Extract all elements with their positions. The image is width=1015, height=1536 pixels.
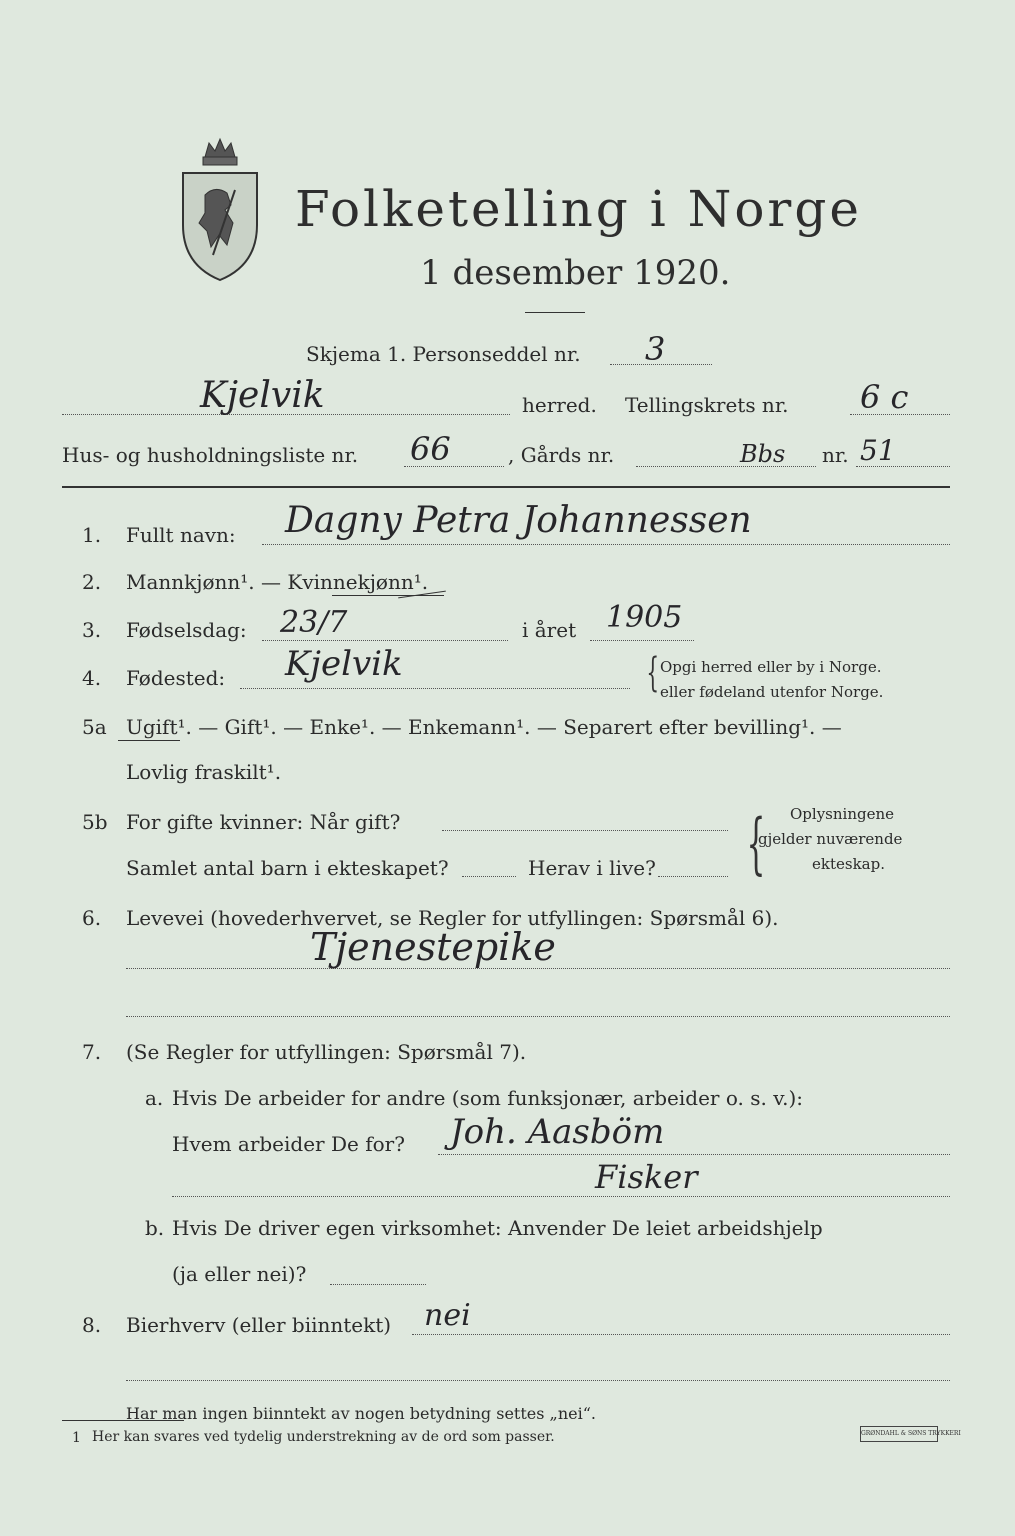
form-title: Folketelling i Norge [295, 180, 862, 238]
children-alive-label: Herav i live? [528, 856, 656, 880]
bruks-label: nr. [822, 443, 849, 467]
gards-label: , Gårds nr. [508, 443, 615, 467]
employer-value: Joh. Aasböm [450, 1112, 665, 1152]
marriage-note-2: gjelder nuværende [758, 830, 903, 848]
header-divider [62, 486, 950, 488]
q4-number: 4. [82, 666, 102, 690]
tellingskrets-value: 6 c [860, 378, 909, 416]
occupation-value: Tjenestepike [310, 925, 556, 969]
no-income-note: Har man ingen biinntekt av nogen betydning settes „nei“. [126, 1404, 596, 1423]
schema-label: Skjema 1. Personseddel nr. [306, 342, 581, 366]
birthplace-note-brace: { [646, 650, 660, 696]
birthplace-note-1: Opgi herred eller by i Norge. [660, 658, 882, 676]
gender-options: Mannkjønn¹. — Kvinnekjønn¹. [126, 570, 429, 594]
birth-year-label: i året [522, 618, 577, 642]
gender-underline [332, 595, 444, 596]
occupation-label: Levevei (hovederhvervet, se Regler for utfyllingen: Spørsmål 6). [126, 906, 779, 930]
side-income-label: Bierhverv (eller biinntekt) [126, 1313, 392, 1337]
title-divider [525, 312, 585, 313]
household-list-value: 66 [410, 430, 451, 468]
q7-number: 7. [82, 1040, 102, 1064]
q6-number: 6. [82, 906, 102, 930]
hired-help-label: (ja eller nei)? [172, 1262, 307, 1286]
municipality-value: Kjelvik [200, 375, 325, 416]
employed-by-others-label: Hvis De arbeider for andre (som funksjonær, arbeider o. s. v.): [172, 1086, 804, 1110]
employment-rules-label: (Se Regler for utfyllingen: Spørsmål 7). [126, 1040, 527, 1064]
birthplace-label: Fødested: [126, 666, 226, 690]
full-name-value: Dagny Petra Johannessen [285, 500, 752, 541]
footnote-divider [62, 1420, 184, 1421]
q3-number: 3. [82, 618, 102, 642]
birthdate-value: 23/7 [280, 605, 348, 640]
tellingskrets-label: Tellingskrets nr. [625, 393, 789, 417]
q5b-number: 5b [82, 810, 108, 834]
bruks-value: 51 [860, 434, 896, 467]
married-when-label: For gifte kvinner: Når gift? [126, 810, 401, 834]
herred-label: herred. [522, 393, 597, 417]
household-list-label: Hus- og husholdningsliste nr. [62, 443, 359, 467]
marital-status-options: Ugift¹. — Gift¹. — Enke¹. — Enkemann¹. — Separert efter bevilling¹. — [126, 715, 842, 739]
birth-year-value: 1905 [606, 600, 683, 635]
marriage-note-brace: { [746, 805, 766, 882]
q1-number: 1. [82, 523, 102, 547]
birthplace-note-2: eller fødeland utenfor Norge. [660, 683, 884, 701]
q7a-number: a. [145, 1086, 164, 1110]
full-name-label: Fullt navn: [126, 523, 236, 547]
marriage-note-1: Oplysningene [790, 805, 895, 823]
q8-number: 8. [82, 1313, 102, 1337]
side-income-value: nei [424, 1298, 471, 1333]
schema-number: 3 [645, 330, 666, 368]
employer-label: Hvem arbeider De for? [172, 1132, 405, 1156]
coat-of-arms-icon [175, 135, 265, 285]
footnote-text: Her kan svares ved tydelig understrekning av de ord som passer. [92, 1429, 555, 1445]
children-count-label: Samlet antal barn i ekteskapet? [126, 856, 449, 880]
q2-number: 2. [82, 570, 102, 594]
birthplace-value: Kjelvik [285, 644, 403, 684]
birthdate-label: Fødselsdag: [126, 618, 247, 642]
q7b-number: b. [145, 1216, 165, 1240]
self-employed-label: Hvis De driver egen virksomhet: Anvender De leiet arbeidshjelp [172, 1216, 823, 1240]
gards-value: Bbs [740, 440, 786, 468]
employer-value-2: Fisker [595, 1158, 698, 1196]
marital-status-options-2: Lovlig fraskilt¹. [126, 760, 282, 784]
q5a-number: 5a [82, 715, 107, 739]
footnote-marker: 1 [72, 1430, 81, 1446]
printer-stamp: GRØNDAHL & SØNS TRYKKERI [860, 1426, 938, 1442]
marriage-note-3: ekteskap. [812, 855, 885, 873]
census-date: 1 desember 1920. [420, 253, 731, 293]
marital-status-underline [118, 740, 180, 741]
